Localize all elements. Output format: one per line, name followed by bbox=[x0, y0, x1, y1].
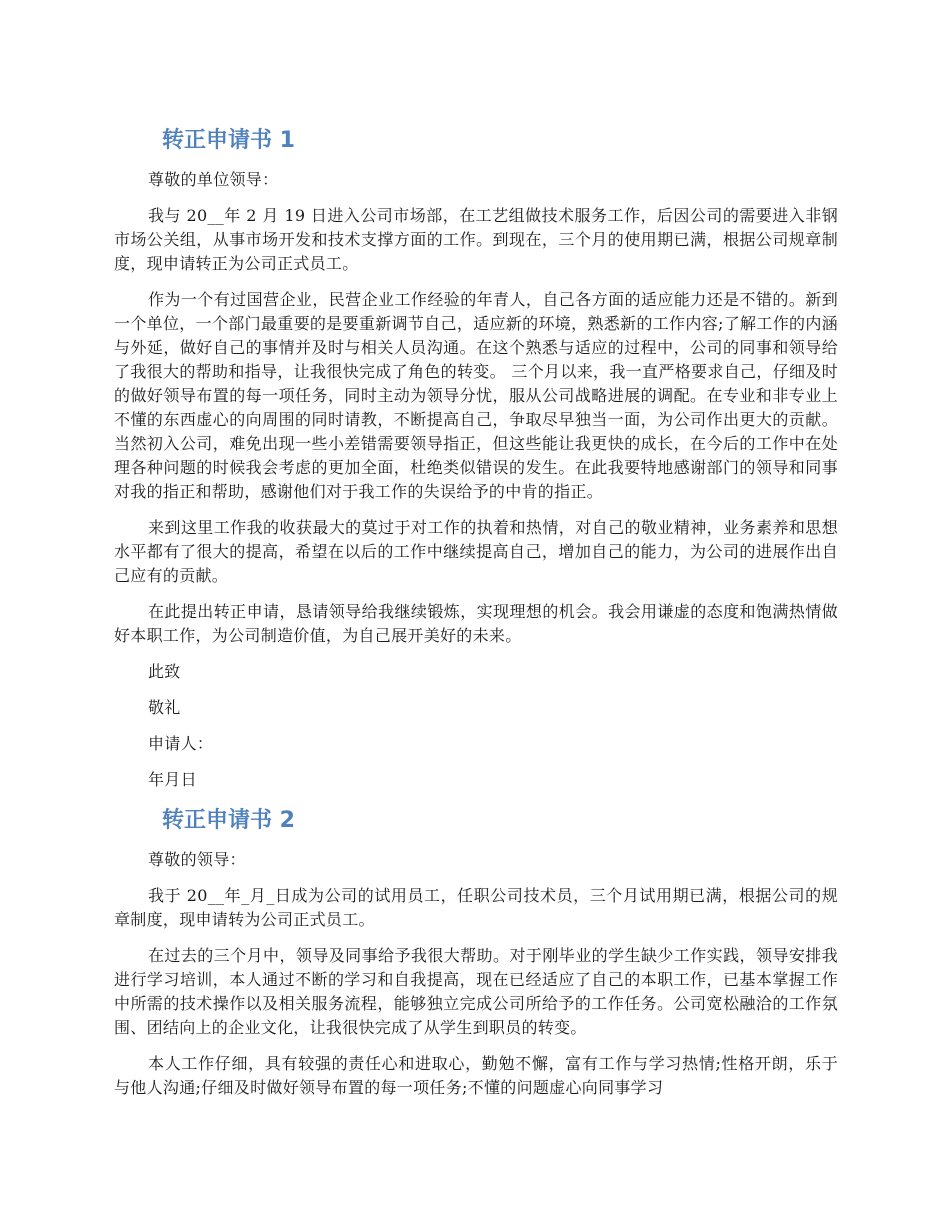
section-1-paragraph: 我与 20__年 2 月 19 日进入公司市场部，在工艺组做技术服务工作，后因公司的需要进入非钢市场公关组，从事市场开发和技术支撑方面的工作。到现在，三个月的使用期已满，根据公司规章制度，现申请转正为公司正式员工。 bbox=[114, 206, 838, 273]
section-2-paragraph: 本人工作仔细，具有较强的责任心和进取心，勤勉不懈，富有工作与学习热情;性格开朗，乐于与他人沟通;仔细及时做好领导布置的每一项任务;不懂的问题虚心向同事学习 bbox=[114, 1054, 838, 1097]
section-1-title: 转正申请书 1 bbox=[162, 128, 295, 153]
section-1-paragraph: 来到这里工作我的收获最大的莫过于对工作的执着和热情，对自己的敬业精神，业务素养和思想水平都有了很大的提高，希望在以后的工作中继续提高自己，增加自己的能力，为公司的进展作出自己应有的贡献。 bbox=[114, 518, 838, 585]
section-2-title: 转正申请书 2 bbox=[162, 808, 295, 833]
section-2-paragraph: 在过去的三个月中，领导及同事给予我很大帮助。对于刚毕业的学生缺少工作实践，领导安排我进行学习培训，本人通过不断的学习和自我提高，现在已经适应了自己的本职工作，已基本掌握工作中所需的技术操作以及相关服务流程，能够独立完成公司所给予的工作任务。公司宽松融洽的工作氛围、团结向上的企业文化，让我很快完成了从学生到职员的转变。 bbox=[114, 946, 838, 1037]
section-2-salutation: 尊敬的领导： bbox=[148, 850, 246, 869]
section-1-date: 年月日 bbox=[148, 770, 197, 789]
section-1-salutation: 尊敬的单位领导： bbox=[148, 170, 279, 189]
section-1-closing-jing-li: 敬礼 bbox=[148, 698, 181, 717]
section-1-paragraph: 在此提出转正申请，恳请领导给我继续锻炼，实现理想的机会。我会用谦虚的态度和饱满热情做好本职工作，为公司制造价值，为自己展开美好的未来。 bbox=[114, 602, 838, 645]
section-1-paragraph: 作为一个有过国营企业，民营企业工作经验的年青人，自己各方面的适应能力还是不错的。新到一个单位，一个部门最重要的是要重新调节自己，适应新的环境，熟悉新的工作内容;了解工作的内涵与外延，做好自己的事情并及时与相关人员沟通。在这个熟悉与适应的过程中，公司的同事和领导给了我很大的帮助和指导，让我很快完成了角色的转变。 三个月以来，我一直严格要求自己，仔细及时的做好领导布置的每一项任务，同时主动为领导分忧，服从公司战略进展的调配。在专业和非专业上不懂的东西虚心的向周围的同时请教，不断提高自己，争取尽早独当一面，为公司作出更大的贡献。当然初入公司，难免出现一些小差错需要领导指正，但这些能让我更快的成长，在今后的工作中在处理各种问题的时候我会考虑的更加全面，杜绝类似错误的发生。在此我要特地感谢部门的领导和同事对我的指正和帮助，感谢他们对于我工作的失误给予的中肯的指正。 bbox=[114, 290, 838, 501]
document-content bbox=[114, 124, 838, 1112]
section-1-closing-ci-zhi: 此致 bbox=[148, 662, 181, 681]
section-1-applicant: 申请人： bbox=[148, 734, 214, 753]
section-2-paragraph: 我于 20__年_月_日成为公司的试用员工，任职公司技术员，三个月试用期已满，根据公司的规章制度，现申请转为公司正式员工。 bbox=[114, 886, 838, 929]
